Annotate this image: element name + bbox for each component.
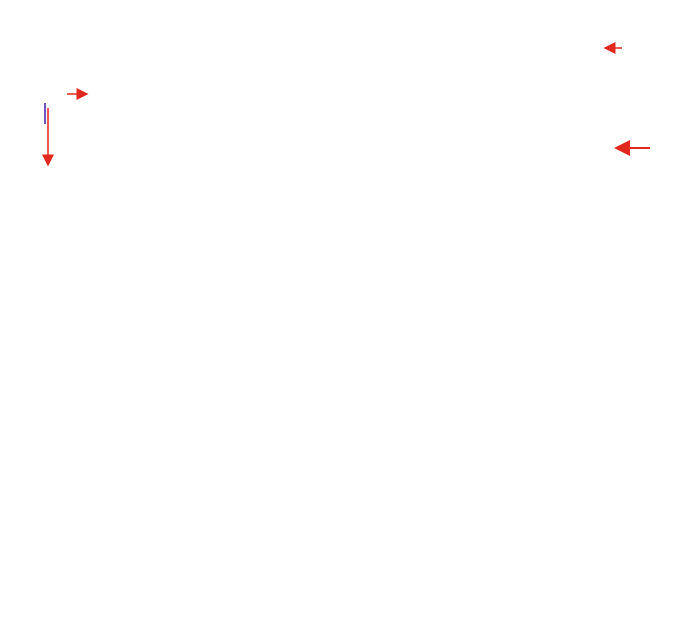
arrows bbox=[45, 48, 650, 165]
stitches-chart-key bbox=[206, 326, 536, 333]
crochet-chart bbox=[0, 0, 679, 225]
